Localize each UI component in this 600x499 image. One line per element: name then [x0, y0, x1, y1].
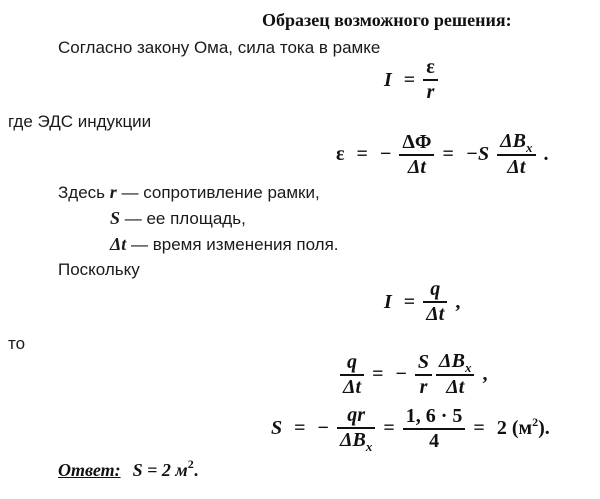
s-symbol: S [110, 208, 121, 228]
fraction-denominator: Δt [507, 156, 526, 178]
fraction-numerator: 1, 6 · 5 [403, 405, 466, 430]
fraction-denominator: Δt [407, 155, 426, 178]
fraction-denominator: Δt [426, 303, 445, 325]
equals-sign: = [403, 290, 416, 313]
equating-formula [338, 350, 493, 399]
fraction-denominator: 4 [429, 429, 440, 452]
fraction-numerator: ΔΦ [399, 131, 434, 156]
since-text: Поскольку [58, 260, 140, 279]
field-subscript: x [464, 360, 472, 375]
answer-value [132, 457, 199, 480]
field-subscript: x [365, 439, 373, 454]
equals-sign: = [383, 417, 395, 439]
equals-sign: = [442, 143, 454, 165]
result-value [491, 417, 556, 440]
area-formula [265, 404, 556, 453]
fraction-denominator: Δt [343, 375, 362, 398]
field-symbol: ΔB [500, 130, 527, 152]
equals-sign: = [356, 143, 368, 165]
flux-fraction [399, 131, 434, 179]
equals-sign: = [403, 68, 416, 91]
area-symbol: S [271, 417, 283, 439]
period: . [543, 143, 549, 165]
charge-fraction [423, 278, 447, 326]
field-fraction [497, 130, 535, 179]
result-main: 2 (м [496, 417, 533, 439]
current-symbol: I [384, 290, 392, 313]
minus-sign: − [317, 417, 329, 439]
area-resistance-fraction [415, 351, 432, 399]
intro-text: Согласно закону Ома, сила тока в рамке [58, 38, 381, 57]
r-definition: — сопротивление рамки, [116, 183, 320, 202]
solution-title: Образец возможного решения: [262, 10, 512, 30]
fraction-denominator [337, 429, 375, 453]
prefix-text: Здесь [58, 183, 110, 202]
fraction-denominator: r [419, 375, 428, 398]
answer-superscript: 2 [187, 457, 194, 471]
fraction-denominator: Δt [446, 376, 465, 398]
answer-main: S = 2 м [132, 460, 188, 480]
answer-end: . [193, 460, 199, 480]
equals-sign: = [473, 417, 485, 439]
comma: , [455, 290, 461, 313]
current-symbol: I [384, 68, 392, 91]
fraction-numerator: q [423, 278, 447, 303]
minus-sign: − [379, 143, 392, 165]
then-text: то [8, 334, 26, 353]
emf-symbol: ε [336, 143, 345, 165]
result-end: ). [538, 417, 550, 439]
answer-line [58, 457, 199, 481]
field-subscript: x [526, 140, 533, 155]
result-superscript: 2 [532, 415, 539, 429]
fraction-denominator: r [426, 81, 435, 103]
equals-sign: = [294, 417, 306, 439]
equals-sign: = [372, 363, 384, 385]
field-symbol: ΔB [439, 350, 465, 372]
answer-label: Ответ: [58, 460, 121, 480]
comma: , [482, 363, 488, 385]
emf-formula [330, 130, 555, 179]
ohm-formula [378, 56, 440, 104]
fraction-numerator: S [415, 351, 432, 376]
fraction-numerator: qr [337, 404, 375, 429]
fraction-numerator [436, 350, 474, 376]
charge-fraction [340, 351, 364, 399]
field-symbol: ΔB [339, 429, 366, 451]
fraction-numerator: ε [423, 56, 438, 81]
numeric-fraction [403, 405, 466, 453]
fraction-numerator: q [340, 351, 364, 376]
minus-area-term: −S [465, 143, 490, 165]
t-definition: — время изменения поля. [126, 235, 339, 254]
s-definition: — ее площадь, [120, 209, 246, 228]
area-fraction [337, 404, 375, 453]
charge-formula [378, 278, 466, 326]
field-fraction [436, 350, 474, 399]
definition-r [58, 182, 320, 203]
fraction-numerator [497, 130, 535, 156]
fraction [423, 56, 438, 104]
definition-s [110, 208, 246, 229]
emf-label: где ЭДС индукции [8, 112, 152, 131]
definition-t [110, 234, 339, 255]
r-symbol: r [109, 182, 117, 202]
t-symbol: Δt [110, 234, 127, 254]
minus-sign: − [395, 363, 407, 385]
